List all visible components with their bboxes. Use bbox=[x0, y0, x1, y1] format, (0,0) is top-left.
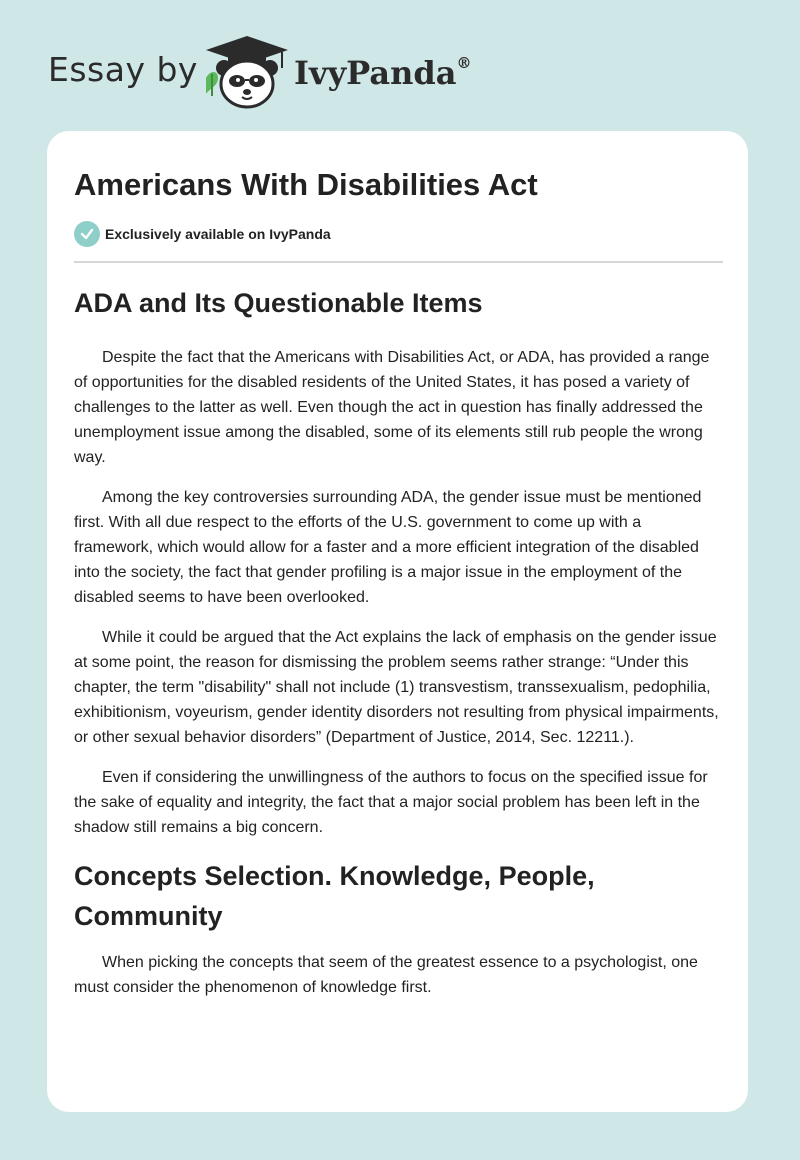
brand-logo: IvyPanda® bbox=[294, 54, 472, 92]
site-header bbox=[0, 0, 800, 130]
paragraph: Even if considering the unwillingness of the authors to focus on the specified issue for the sake of equality and integrity, the fact that a major social problem has been left in the shadow still remains a big concern. bbox=[74, 769, 708, 836]
essay-card bbox=[47, 131, 748, 1112]
paragraph: Among the key controversies surrounding ADA, the gender issue must be mentioned first. With all due respect to the efforts of the U.S. government to come up with a framework, which would allow for a faster and a more efficient integration of the disabled into the society, the fact that gender profiling is a major issue in the employment of the disabled seems to have been overlooked. bbox=[74, 489, 702, 606]
panda-mascot-icon bbox=[202, 34, 292, 110]
exclusive-badge bbox=[74, 221, 331, 247]
divider bbox=[74, 261, 723, 263]
essay-body bbox=[74, 281, 724, 1000]
paragraph: When picking the concepts that seem of the greatest essence to a psychologist, one must consider the phenomenon of knowledge first. bbox=[74, 954, 698, 996]
section-heading: ADA and Its Questionable Items bbox=[74, 288, 483, 318]
essay-by-label: Essay by bbox=[48, 50, 198, 89]
badge-label: Exclusively available on IvyPanda bbox=[105, 226, 331, 242]
paragraph: Despite the fact that the Americans with Disabilities Act, or ADA, has provided a range of opportunities for the disabled residents of the United States, it has posed a variety of challenges to the latter as well. Even though the act in question has finally addressed the unemployment issue among the disabled, some of its elements still rub people the wrong way. bbox=[74, 349, 710, 466]
section-heading: Concepts Selection. Knowledge, People, Community bbox=[74, 861, 595, 931]
paragraph: While it could be argued that the Act explains the lack of emphasis on the gender issue at some point, the reason for dismissing the problem seems rather strange: “Under this chapter, the term "disability" shall not include (1) transvestism, transsexualism, pedophilia, exhibitionism, voyeurism, gender identity disorders not resulting from physical impairments, or other sexual behavior disorders” (Department of Justice, 2014, Sec. 12211.). bbox=[74, 629, 719, 746]
page-title: Americans With Disabilities Act bbox=[74, 167, 538, 202]
check-icon bbox=[74, 221, 100, 247]
